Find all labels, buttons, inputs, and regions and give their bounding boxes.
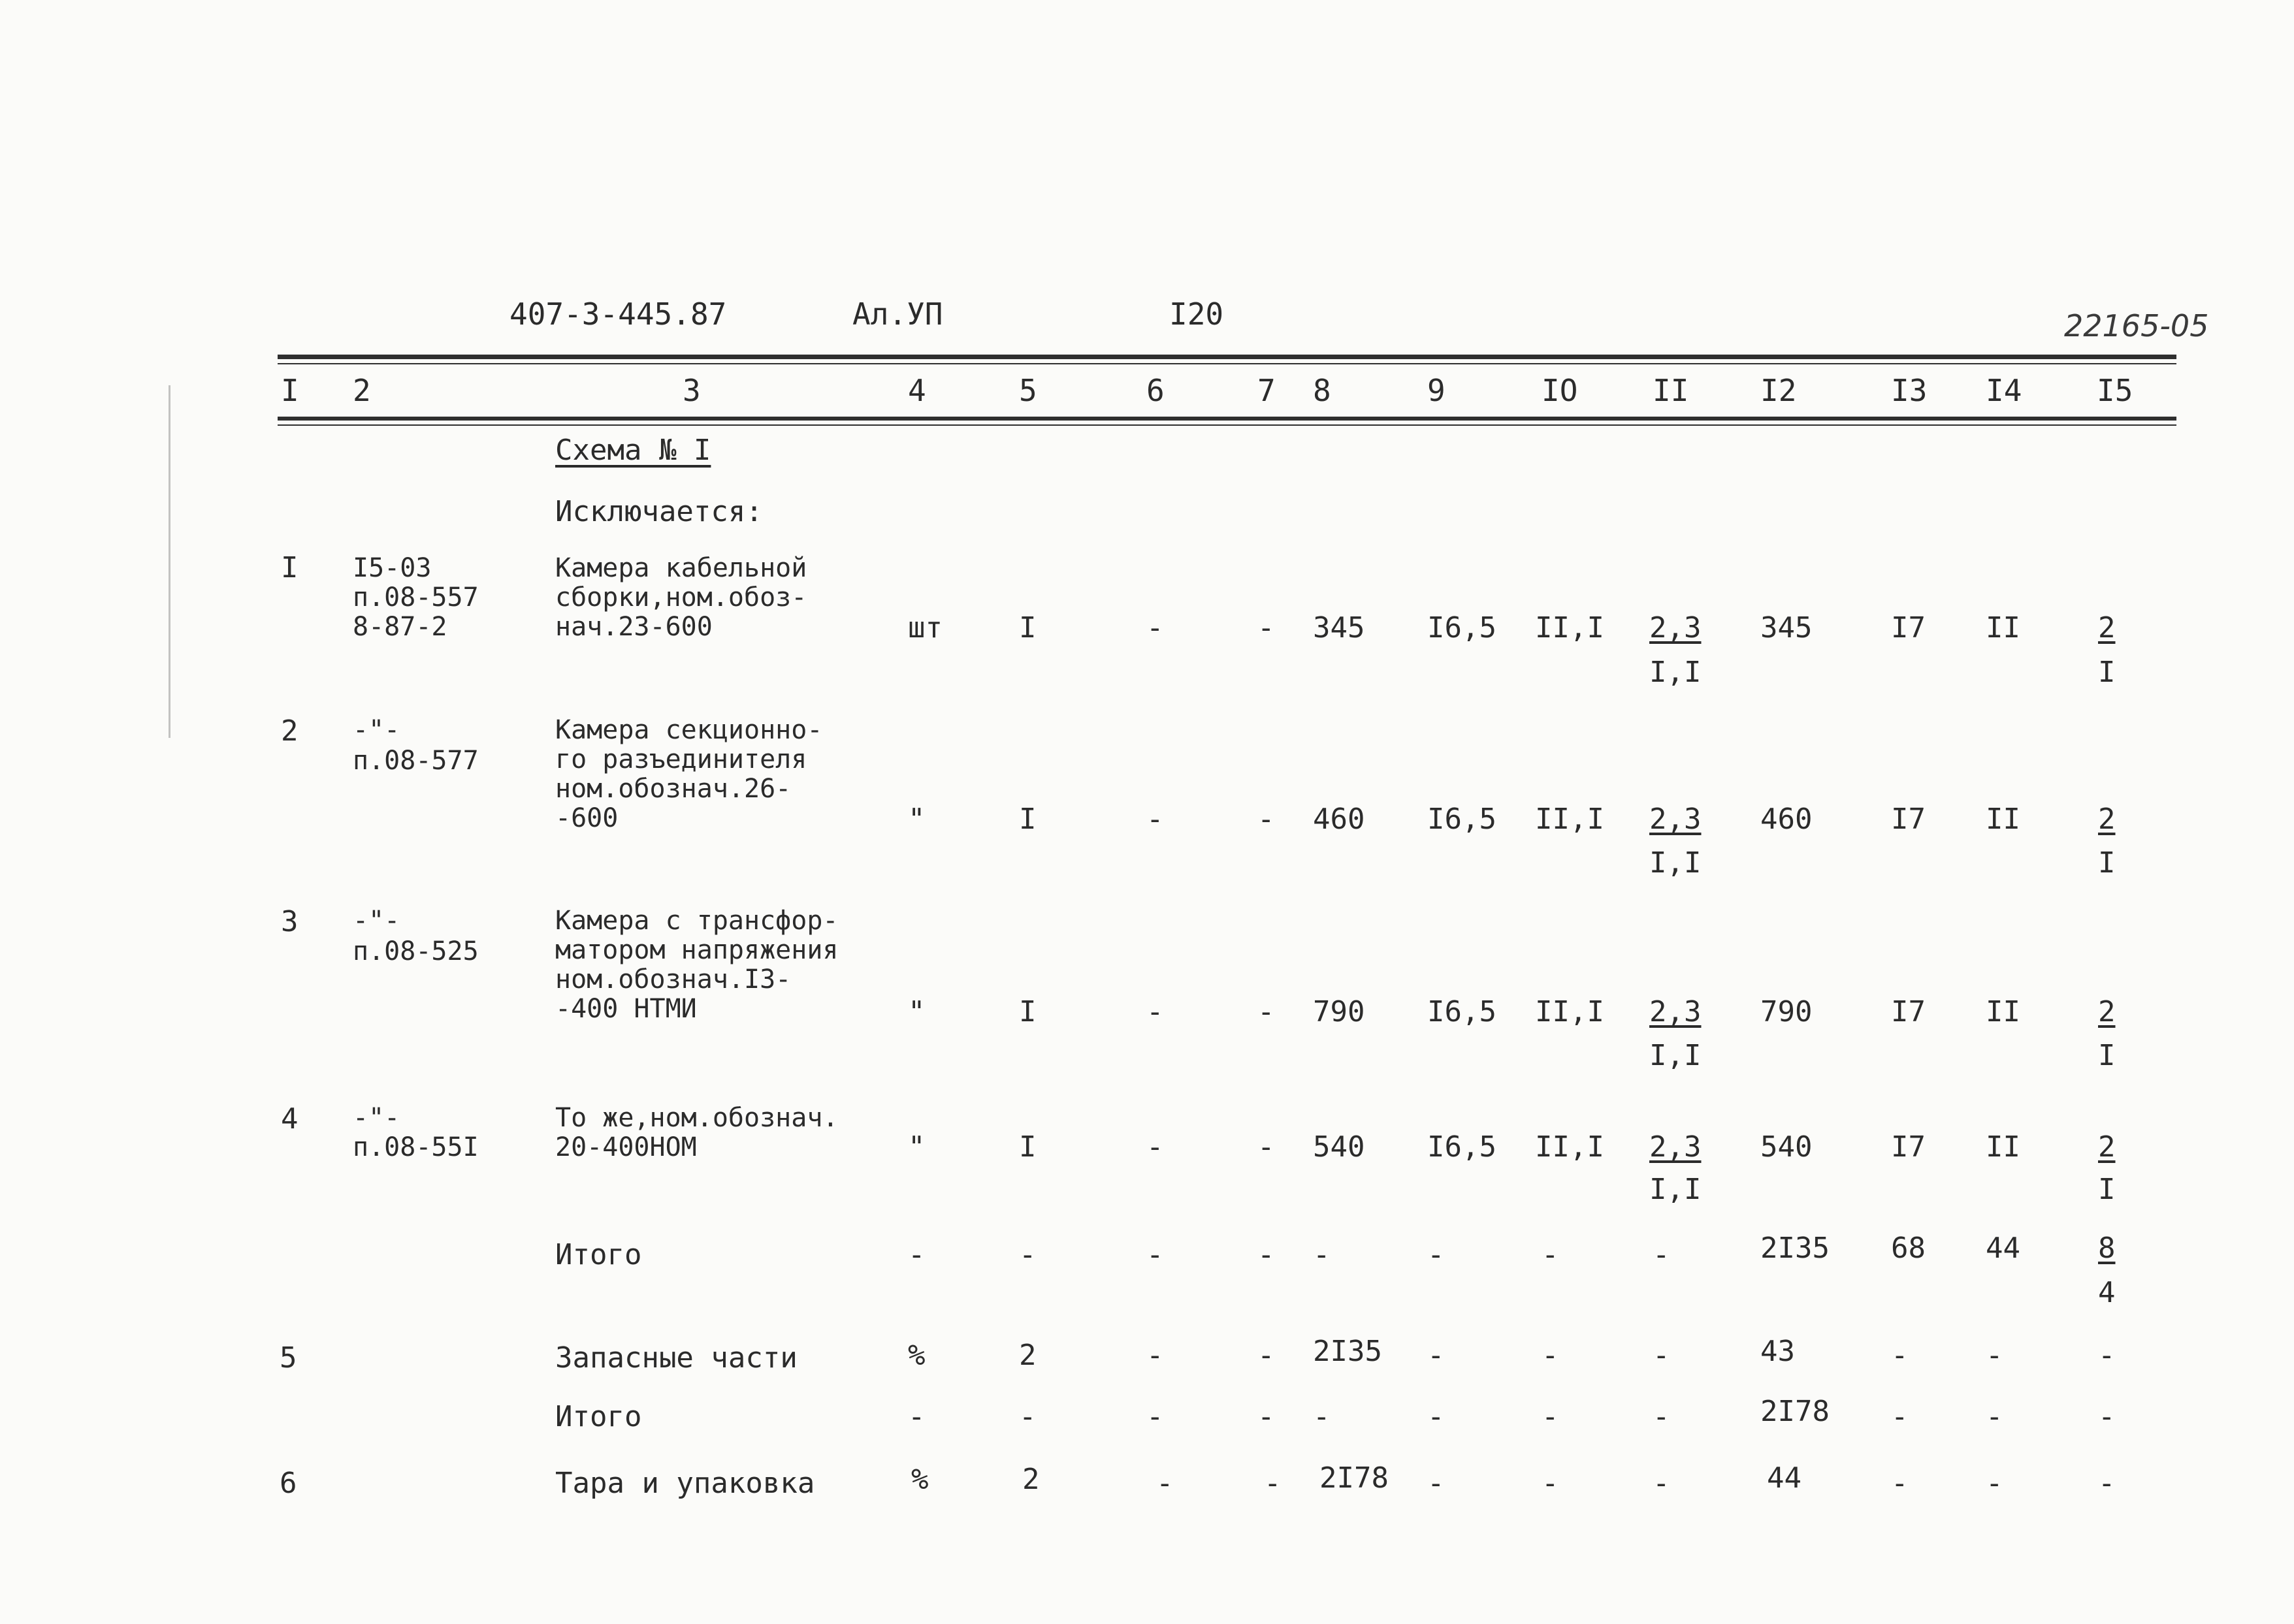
cell-c7: - [1264,1467,1282,1500]
cell-c13: I7 [1891,803,1926,836]
code-line: п.08-557 [353,582,479,613]
cell-c6: - [1146,803,1164,836]
cell-c13: I7 [1891,611,1926,645]
col-header-7: 7 [1257,373,1276,408]
cell-c11-bottom: I,I [1649,1039,1702,1072]
cell-c8: 2I78 [1319,1461,1389,1495]
cell-c11-top: 2,3 [1649,803,1702,836]
col-header-9: 9 [1427,373,1446,408]
quantity: I [1019,803,1037,836]
quantity: I [1019,995,1037,1028]
col-header-5: 5 [1019,373,1037,408]
description-line: ном.обознач.I3- [555,964,792,995]
quantity: I [1019,1130,1037,1164]
col-header-2: 2 [353,373,371,408]
description-line: Камера с трансфор- [555,906,839,936]
cell-c13: 68 [1891,1232,1926,1265]
description-line: ном.обознач.26- [555,774,792,804]
description-line: нач.23-600 [555,612,713,642]
col-header-6: 6 [1146,373,1165,408]
cell-c4: % [911,1463,929,1496]
cell-c13: I7 [1891,995,1926,1028]
cell-c13: - [1891,1339,1909,1372]
cell-c6: - [1146,1130,1164,1164]
cell-c9: - [1427,1339,1445,1372]
row-number: 5 [280,1341,297,1375]
cell-c8: 345 [1313,611,1365,645]
cell-c11: - [1653,1339,1670,1372]
cell-c6: - [1146,1339,1164,1372]
cell-c15-bottom: I [2098,1039,2116,1072]
cell-c7: - [1257,1238,1275,1271]
cell-c7: - [1257,611,1275,645]
cell-c9: - [1427,1467,1445,1500]
cell-c12: 790 [1760,995,1813,1028]
cell-c11-bottom: I,I [1649,1173,1702,1206]
cell-c11-bottom: I,I [1649,656,1702,689]
cell-c15-bottom: I [2098,846,2116,880]
cell-c10: - [1542,1467,1559,1500]
cell-c12: 540 [1760,1130,1813,1164]
description-line: -400 НТМИ [555,994,697,1024]
cell-c12: 2I78 [1760,1395,1830,1428]
cell-c12: 43 [1760,1335,1795,1368]
cell-c10: - [1542,1238,1559,1271]
col-header-14: I4 [1986,373,2022,408]
cell-c15-bottom: I [2098,656,2116,689]
cell-c11-bottom: I,I [1649,846,1702,880]
cell-c10: II,I [1535,995,1604,1028]
col-header-13: I3 [1891,373,1928,408]
top-rule [278,355,2176,359]
col-header-12: I2 [1760,373,1797,408]
row-label: Запасные части [555,1341,798,1375]
cell-c13: - [1891,1400,1909,1433]
total-label: Итого [555,1400,642,1433]
col-header-4: 4 [908,373,926,408]
header-bottom-rule-thin [278,424,2176,426]
code-line: п.08-577 [353,746,479,776]
cell-c11: - [1653,1238,1670,1271]
description-line: го разъединителя [555,744,807,774]
scan-edge-mark [169,385,170,738]
cell-c15-bottom: I [2098,1173,2116,1206]
section-excluded: Исключается: [555,495,763,528]
unit: " [908,803,926,836]
col-header-3: 3 [683,373,701,408]
page-number: I20 [1169,296,1224,332]
cell-c9: - [1427,1238,1445,1271]
cell-c8: - [1313,1238,1331,1271]
section-title: Схема № I [555,434,711,467]
cell-c14: 44 [1986,1232,2020,1265]
doc-code: 407-3-445.87 [509,296,727,332]
quantity: I [1019,611,1037,645]
archive-stamp: 22165-05 [2064,308,2209,343]
code-line: -"- [353,1103,400,1133]
header-bottom-rule [278,417,2176,421]
cell-c9: - [1427,1400,1445,1433]
cell-c10: - [1542,1400,1559,1433]
cell-c14: - [1986,1339,2003,1372]
cell-c7: - [1257,803,1275,836]
cell-c14: II [1986,611,2020,645]
description-line: матором напряжения [555,935,839,965]
col-header-10: IO [1542,373,1578,408]
cell-c10: II,I [1535,1130,1604,1164]
col-header-8: 8 [1313,373,1331,408]
cell-c15: - [2098,1339,2116,1372]
cell-c4: % [908,1339,926,1372]
row-number: 6 [280,1467,297,1500]
cell-c10: - [1542,1339,1559,1372]
cell-c5: 2 [1019,1339,1037,1372]
cell-c11: - [1653,1467,1670,1500]
description-line: сборки,ном.обоз- [555,582,807,613]
cell-c4: - [908,1238,926,1271]
cell-c8: 540 [1313,1130,1365,1164]
code-line: 8-87-2 [353,612,447,642]
cell-c15-bottom: 4 [2098,1276,2116,1309]
cell-c8: - [1313,1400,1331,1433]
cell-c10: II,I [1535,803,1604,836]
code-line: I5-03 [353,553,432,583]
cell-c15: - [2098,1467,2116,1500]
cell-c4: - [908,1400,926,1433]
description-line: Камера кабельной [555,553,807,583]
cell-c11-top: 2,3 [1649,1130,1702,1164]
cell-c8: 460 [1313,803,1365,836]
row-number: 2 [281,714,299,748]
cell-c15-top: 8 [2098,1232,2116,1265]
cell-c10: II,I [1535,611,1604,645]
cell-c14: - [1986,1400,2003,1433]
code-line: -"- [353,715,400,745]
col-header-15: I5 [2097,373,2133,408]
cell-c14: II [1986,995,2020,1028]
cell-c7: - [1257,995,1275,1028]
cell-c14: - [1986,1467,2003,1500]
cell-c15-top: 2 [2098,611,2116,645]
cell-c12: 345 [1760,611,1813,645]
album-label: Ал.УП [852,296,943,332]
cell-c5: - [1019,1238,1037,1271]
row-number: 3 [281,905,299,938]
code-line: п.08-525 [353,936,479,966]
cell-c5: - [1019,1400,1037,1433]
cell-c15-top: 2 [2098,995,2116,1028]
unit: " [908,995,926,1028]
cell-c15-top: 2 [2098,803,2116,836]
unit: шт [908,611,943,645]
cell-c13: I7 [1891,1130,1926,1164]
cell-c7: - [1257,1130,1275,1164]
cell-c7: - [1257,1339,1275,1372]
unit: " [908,1130,926,1164]
cell-c11: - [1653,1400,1670,1433]
cell-c11-top: 2,3 [1649,611,1702,645]
cell-c12: 44 [1767,1461,1801,1495]
description-line: То же,ном.обознач. [555,1103,839,1133]
cell-c8: 2I35 [1313,1335,1382,1368]
cell-c8: 790 [1313,995,1365,1028]
cell-c15: - [2098,1400,2116,1433]
cell-c6: - [1156,1467,1174,1500]
cell-c11-top: 2,3 [1649,995,1702,1028]
cell-c6: - [1146,1238,1164,1271]
top-rule-thin [278,363,2176,364]
cell-c14: II [1986,803,2020,836]
cell-c7: - [1257,1400,1275,1433]
cell-c6: - [1146,611,1164,645]
col-header-11: II [1653,373,1689,408]
cell-c5: 2 [1022,1463,1040,1496]
description-line: -600 [555,803,619,833]
description-line: 20-400НОМ [555,1132,697,1162]
cell-c13: - [1891,1467,1909,1500]
description-line: Камера секционно- [555,715,823,745]
cell-c6: - [1146,1400,1164,1433]
row-number: I [281,551,299,584]
row-number: 4 [281,1102,299,1136]
cell-c12: 2I35 [1760,1232,1830,1265]
cell-c9: I6,5 [1427,611,1496,645]
total-label: Итого [555,1238,642,1271]
cell-c9: I6,5 [1427,1130,1496,1164]
row-label: Тара и упаковка [555,1467,815,1500]
cell-c9: I6,5 [1427,995,1496,1028]
cell-c12: 460 [1760,803,1813,836]
code-line: п.08-55I [353,1132,479,1162]
cell-c9: I6,5 [1427,803,1496,836]
code-line: -"- [353,906,400,936]
cell-c15-top: 2 [2098,1130,2116,1164]
col-header-1: I [281,373,299,408]
cell-c14: II [1986,1130,2020,1164]
cell-c6: - [1146,995,1164,1028]
